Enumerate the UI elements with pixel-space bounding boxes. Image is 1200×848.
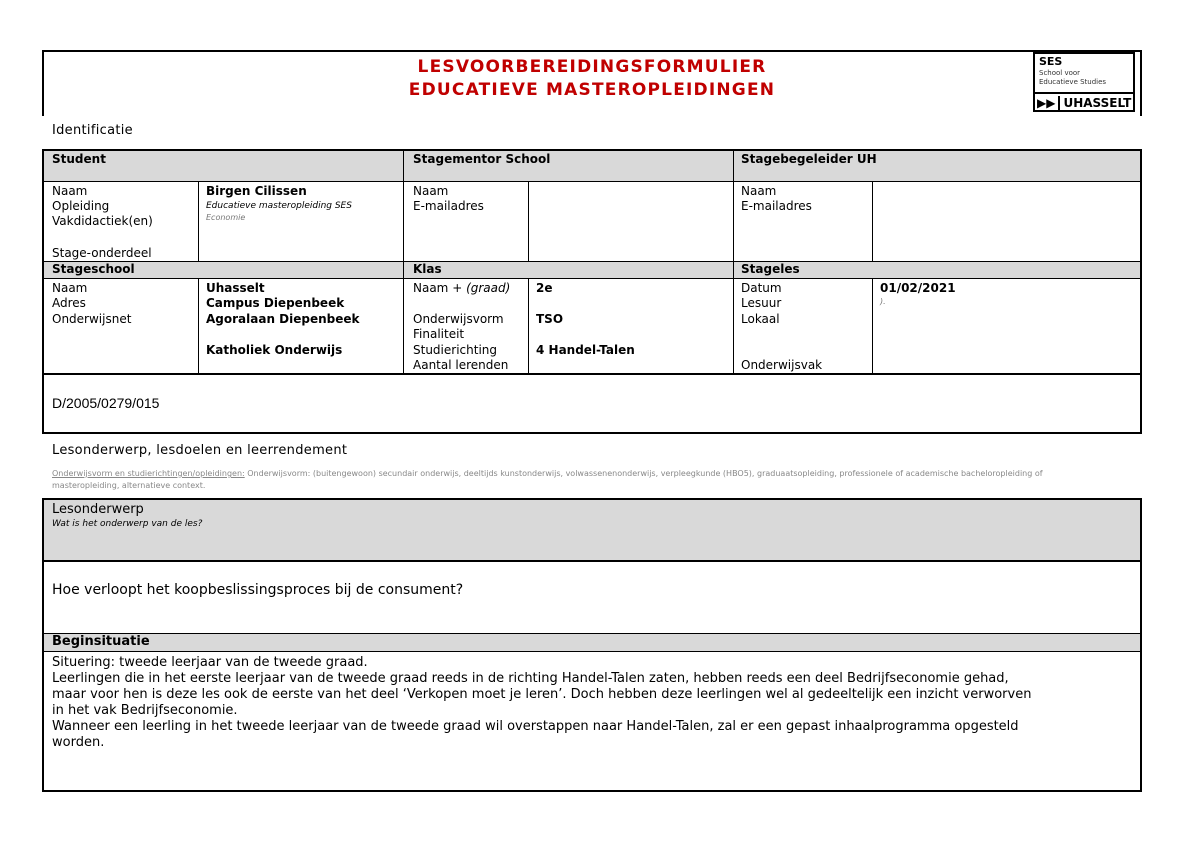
- table2-border-left: [42, 498, 44, 792]
- section-note: [52, 468, 1142, 492]
- student-vak: Economie: [206, 213, 246, 222]
- beginsituatie-header-bg: [44, 634, 1140, 651]
- table1-col-divider: [872, 181, 873, 261]
- klas-label-naam: [413, 281, 510, 296]
- lesonderwerp-title: Lesonderwerp: [52, 502, 144, 517]
- logo-uhasselt: [1037, 96, 1131, 110]
- klas-header: Klas: [413, 262, 442, 276]
- table1-line: [42, 278, 1142, 279]
- beginsituatie-line: Wanneer een leerling in het tweede leerjaar van de tweede graad wil overstappen naar Handel-Talen, zal er een gepast inhaalprogramma opgesteld: [52, 719, 1019, 734]
- table1-col-divider: [403, 149, 404, 374]
- table2-line: [42, 633, 1142, 634]
- beginsituatie-line: Leerlingen die in het eerste leerjaar van de tweede graad reeds in de richting Handel-Talen zaten, hebben reeds een deel Bedrijfseconomie gehad,: [52, 671, 1009, 686]
- table2-border-right: [1140, 498, 1142, 792]
- stageles-header: Stageles: [741, 262, 800, 276]
- logo-divider: [1035, 92, 1133, 94]
- header-top-border: [42, 50, 1142, 52]
- table1-col-divider: [733, 149, 734, 374]
- table1-col-divider: [872, 278, 873, 374]
- table2-border-top: [42, 498, 1142, 500]
- klas-label-aantal: Aantal lerenden: [413, 358, 509, 372]
- section-heading-lesonderwerp: Lesonderwerp, lesdoelen en leerrendement: [52, 443, 348, 458]
- label-naam: Naam: [52, 184, 88, 198]
- beginsituatie-line: worden.: [52, 735, 105, 750]
- table2-line: [42, 560, 1142, 562]
- section-note-line2: masteropleiding, alternatieve context.: [52, 481, 206, 490]
- school-label-onderwijsnet: Onderwijsnet: [52, 312, 132, 326]
- beginsituatie-line: in het vak Bedrijfseconomie.: [52, 703, 238, 718]
- stageles-label-datum: Datum: [741, 281, 782, 295]
- logo-sub-line1: School voor: [1039, 69, 1081, 77]
- section-heading-identificatie: Identificatie: [52, 123, 133, 138]
- logo-sub-line2: Educatieve Studies: [1039, 78, 1107, 86]
- table1-border-left: [42, 149, 44, 434]
- table1-col-divider: [528, 278, 529, 374]
- begeleider-label-naam: Naam: [741, 184, 777, 198]
- begeleider-label-email: E-mailadres: [741, 199, 812, 213]
- lesonderwerp-header-bg: [44, 500, 1140, 560]
- table1-col-divider: [198, 181, 199, 261]
- beginsituatie-line: maar voor hen is deze les ook de eerste van het deel ‘Verkopen moet je leren’. Doch hebben deze leerlingen wel al gedeeltelijk een inzicht verworven: [52, 687, 1032, 702]
- klas-label-naam-text: Naam +: [413, 281, 467, 295]
- klas-label-graad: (graad): [466, 281, 511, 295]
- uhasselt-logo: [1033, 52, 1135, 112]
- school-adres-line1: Campus Diepenbeek: [206, 296, 345, 310]
- table1-border-top: [42, 149, 1142, 151]
- student-opleiding: Educatieve masteropleiding SES: [206, 201, 352, 211]
- logo-uhasselt-text: UHASSELT: [1063, 96, 1132, 110]
- table1-line: [42, 373, 1142, 375]
- student-header: Student: [52, 152, 106, 166]
- mentor-label-email: E-mailadres: [413, 199, 484, 213]
- klas-studierichting: 4 Handel-Talen: [536, 343, 635, 357]
- table1-line: [42, 261, 1142, 262]
- stageles-label-lokaal: Lokaal: [741, 312, 780, 326]
- table1-subheader-row: [44, 262, 1140, 278]
- table2-line: [42, 651, 1142, 652]
- table1-col-divider: [528, 181, 529, 261]
- table1-border-right: [1140, 149, 1142, 434]
- stageles-datum: 01/02/2021: [880, 281, 956, 295]
- label-vakdidactiek: Vakdidactiek(en): [52, 214, 153, 228]
- table2-border-bottom: [42, 790, 1142, 792]
- lesonderwerp-answer: Hoe verloopt het koopbeslissingsproces bij de consument?: [52, 582, 464, 598]
- section-note-rest: Onderwijsvorm: (buitengewoon) secundair onderwijs, deeltijds kunstonderwijs, volwassenenonderwijs, verpleegkunde (HBO5), graduaatsopleiding, professionele of academische bacheloropleiding of: [244, 469, 1043, 478]
- school-onderwijsnet: Katholiek Onderwijs: [206, 343, 343, 357]
- table1-col-divider: [198, 278, 199, 374]
- klas-label-onderwijsvorm: Onderwijsvorm: [413, 312, 504, 326]
- beginsituatie-title: Beginsituatie: [52, 634, 150, 649]
- table1-border-bottom: [42, 432, 1142, 434]
- beginsituatie-line: Situering: tweede leerjaar van de tweede graad.: [52, 655, 368, 670]
- stageles-label-onderwijsvak: Onderwijsvak: [741, 358, 823, 372]
- lesonderwerp-question: Wat is het onderwerp van de les?: [52, 519, 203, 529]
- section-note-underlined: Onderwijsvorm en studierichtingen/opleidingen:: [52, 469, 245, 478]
- student-name: Birgen Cilissen: [206, 184, 307, 198]
- stageles-label-lesuur: Lesuur: [741, 296, 782, 310]
- section-note-line1: [52, 468, 1142, 480]
- klas-label-studierichting: Studierichting: [413, 343, 497, 357]
- mentor-header: Stagementor School: [413, 152, 551, 166]
- table1-line: [42, 181, 1142, 182]
- play-arrows-icon: ▶▶: [1037, 96, 1060, 110]
- klas-onderwijsvorm: TSO: [536, 312, 564, 326]
- school-naam: Uhasselt: [206, 281, 265, 295]
- label-stage-onderdeel: Stage-onderdeel: [52, 246, 152, 260]
- begeleider-header: Stagebegeleider UH: [741, 152, 877, 166]
- logo-ses-text: SES: [1039, 55, 1063, 68]
- document-number: D/2005/0279/015: [52, 395, 160, 411]
- form-subtitle: EDUCATIEVE MASTEROPLEIDINGEN: [408, 80, 776, 100]
- school-label-naam: Naam: [52, 281, 88, 295]
- table1-header-row: [44, 151, 1140, 181]
- stageschool-header: Stageschool: [52, 262, 135, 276]
- klas-naam: 2e: [536, 281, 553, 295]
- school-label-adres: Adres: [52, 296, 86, 310]
- school-adres-line2: Agoralaan Diepenbeek: [206, 312, 360, 326]
- form-title: LESVOORBEREIDINGSFORMULIER: [417, 57, 767, 77]
- klas-label-finaliteit: Finaliteit: [413, 327, 465, 341]
- label-opleiding: Opleiding: [52, 199, 110, 213]
- mentor-label-naam: Naam: [413, 184, 449, 198]
- stageles-datum-note: ).: [880, 297, 886, 306]
